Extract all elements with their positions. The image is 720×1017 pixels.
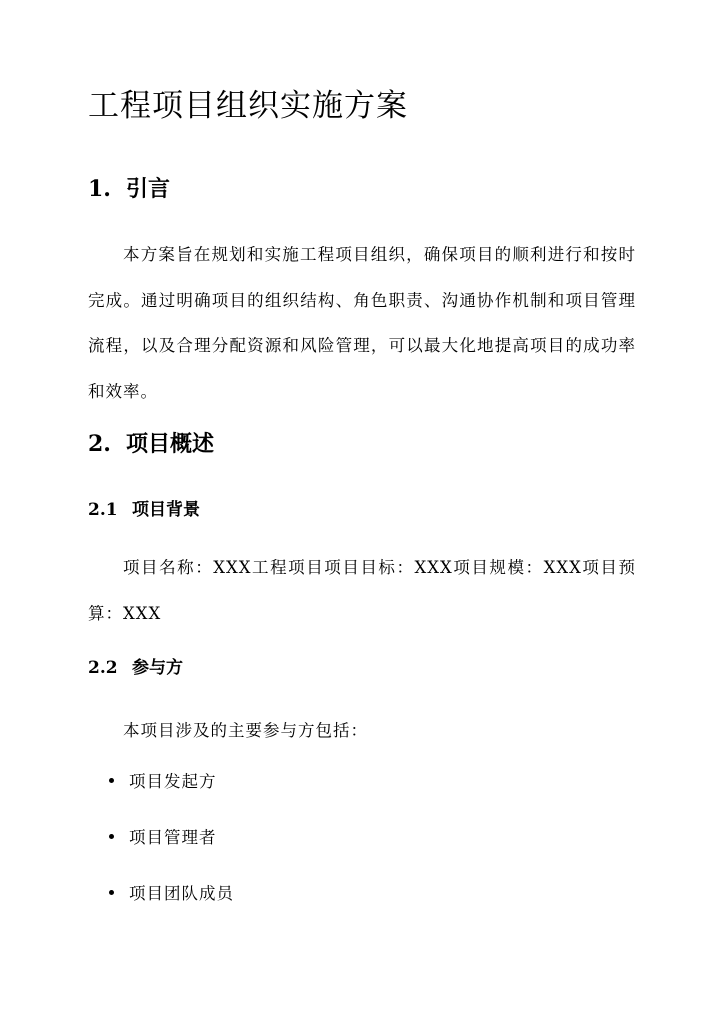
- bullet-icon: [109, 834, 114, 839]
- participants-list: [88, 760, 234, 928]
- section-number: 2.: [88, 431, 111, 457]
- list-item-text: 项目管理者: [129, 828, 217, 847]
- list-item: [88, 760, 234, 816]
- section-heading-project-overview: [88, 428, 214, 460]
- section-title: 项目概述: [126, 431, 215, 457]
- project-background-paragraph: 项目名称：XXX工程项目项目目标：XXX项目规模：XXX项目预算：XXX: [88, 558, 636, 623]
- subsection-number: 2.1: [88, 500, 118, 520]
- section-heading-introduction: [88, 173, 170, 205]
- introduction-paragraph: 本方案旨在规划和实施工程项目组织，确保项目的顺利进行和按时完成。通过明确项目的组织结构、角色职责、沟通协作机制和项目管理流程，以及合理分配资源和风险管理，可以最大化地提高项目的成功率和效率。: [88, 245, 636, 401]
- subsection-title: 参与方: [132, 658, 183, 678]
- document-title: 工程项目组织实施方案: [88, 88, 408, 124]
- subsection-heading-participants: [88, 655, 183, 681]
- list-item: [88, 872, 234, 928]
- list-item: [88, 816, 234, 872]
- bullet-icon: [109, 778, 114, 783]
- section-number: 1.: [88, 176, 111, 202]
- bullet-icon: [109, 890, 114, 895]
- subsection-title: 项目背景: [132, 500, 200, 520]
- participants-intro-paragraph: 本项目涉及的主要参与方包括：: [123, 721, 368, 740]
- list-item-text: 项目团队成员: [129, 884, 234, 903]
- section-title: 引言: [126, 176, 171, 202]
- subsection-number: 2.2: [88, 658, 118, 678]
- list-item-text: 项目发起方: [129, 772, 217, 791]
- subsection-heading-project-background: [88, 497, 200, 523]
